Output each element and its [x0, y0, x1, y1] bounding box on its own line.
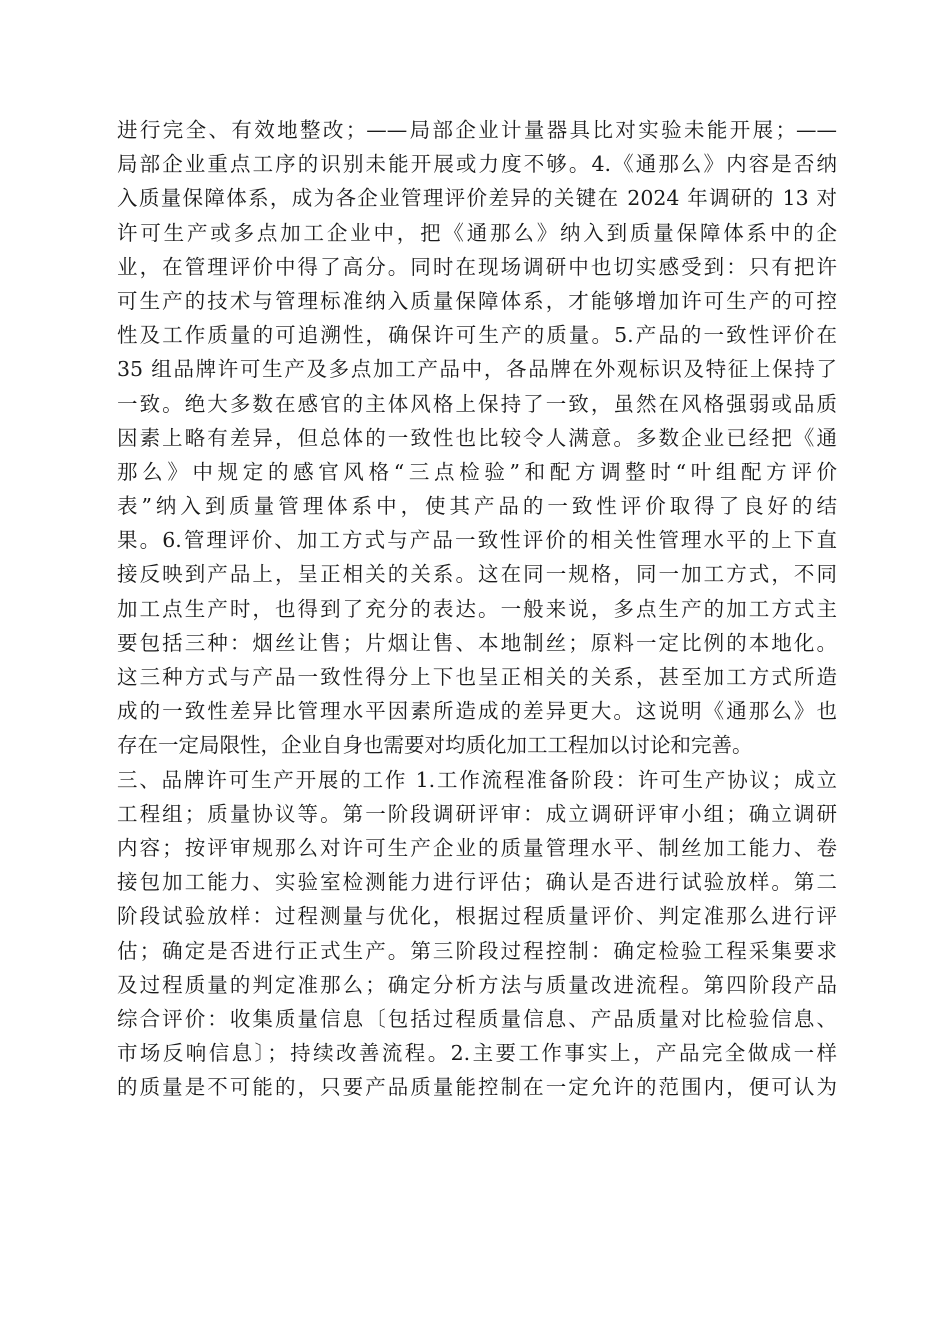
- text-line: 阶段试验放样：过程测量与优化，根据过程质量评价、判定准那么进行评: [117, 904, 837, 929]
- text-line: 许可生产或多点加工企业中，把《通那么》纳入到质量保障体系中的企: [117, 220, 837, 245]
- text-line: 一致。绝大多数在感官的主体风格上保持了一致，虽然在风格强弱或品质: [117, 391, 837, 416]
- text-line: 成的一致性差异比管理水平因素所造成的差异更大。这说明《通那么》也: [117, 699, 837, 724]
- text-line: 接反映到产品上，呈正相关的关系。这在同一规格，同一加工方式，不同: [117, 562, 837, 587]
- text-line: 的质量是不可能的，只要产品质量能控制在一定允许的范围内，便可认为: [117, 1075, 837, 1100]
- body-text: [117, 113, 837, 1104]
- text-line: 及过程质量的判定准那么；确定分析方法与质量改进流程。第四阶段产品: [117, 972, 837, 997]
- text-line: 市场反响信息〕；持续改善流程。2.主要工作事实上，产品完全做成一样: [117, 1041, 837, 1066]
- text-line: 工程组；质量协议等。第一阶段调研评审：成立调研评审小组；确立调研: [117, 801, 837, 826]
- text-line: 综合评价：收集质量信息〔包括过程质量信息、产品质量对比检验信息、: [117, 1006, 837, 1031]
- text-line: 进行完全、有效地整改；——局部企业计量器具比对实验未能开展；——: [117, 118, 837, 142]
- text-line: 入质量保障体系，成为各企业管理评价差异的关键在 2024 年调研的 13 对: [117, 186, 837, 211]
- text-line: 三、品牌许可生产开展的工作 1.工作流程准备阶段：许可生产协议；成立: [117, 767, 837, 792]
- text-line: 要包括三种：烟丝让售；片烟让售、本地制丝；原料一定比例的本地化。: [117, 630, 837, 655]
- text-line: 性及工作质量的可追溯性，确保许可生产的质量。5.产品的一致性评价在: [117, 323, 837, 348]
- text-line: 接包加工能力、实验室检测能力进行评估；确认是否进行试验放样。第二: [117, 870, 837, 895]
- text-line: 局部企业重点工序的识别未能开展或力度不够。4.《通那么》内容是否纳: [117, 152, 837, 177]
- text-line: 存在一定局限性，企业自身也需要对均质化加工工程加以讨论和完善。: [117, 733, 753, 758]
- text-line: 这三种方式与产品一致性得分上下也呈正相关的关系，甚至加工方式所造: [117, 665, 837, 689]
- text-line: 那么》中规定的感官风格“三点检验”和配方调整时“叶组配方评价: [117, 459, 837, 484]
- text-line: 估；确定是否进行正式生产。第三阶段过程控制：确定检验工程采集要求: [117, 938, 837, 963]
- text-line: 可生产的技术与管理标准纳入质量保障体系，才能够增加许可生产的可控: [117, 288, 837, 313]
- text-line: 表”纳入到质量管理体系中，使其产品的一致性评价取得了良好的结: [117, 494, 837, 519]
- text-line: 35 组品牌许可生产及多点加工产品中，各品牌在外观标识及特征上保持了: [117, 357, 837, 382]
- text-line: 业，在管理评价中得了高分。同时在现场调研中也切实感受到：只有把许: [117, 254, 837, 279]
- text-line: 因素上略有差异，但总体的一致性也比较令人满意。多数企业已经把《通: [117, 425, 837, 450]
- text-line: 加工点生产时，也得到了充分的表达。一般来说，多点生产的加工方式主: [117, 596, 837, 621]
- text-line: 果。6.管理评价、加工方式与产品一致性评价的相关性管理水平的上下直: [117, 528, 837, 553]
- text-line: 内容；按评审规那么对许可生产企业的质量管理水平、制丝加工能力、卷: [117, 835, 837, 860]
